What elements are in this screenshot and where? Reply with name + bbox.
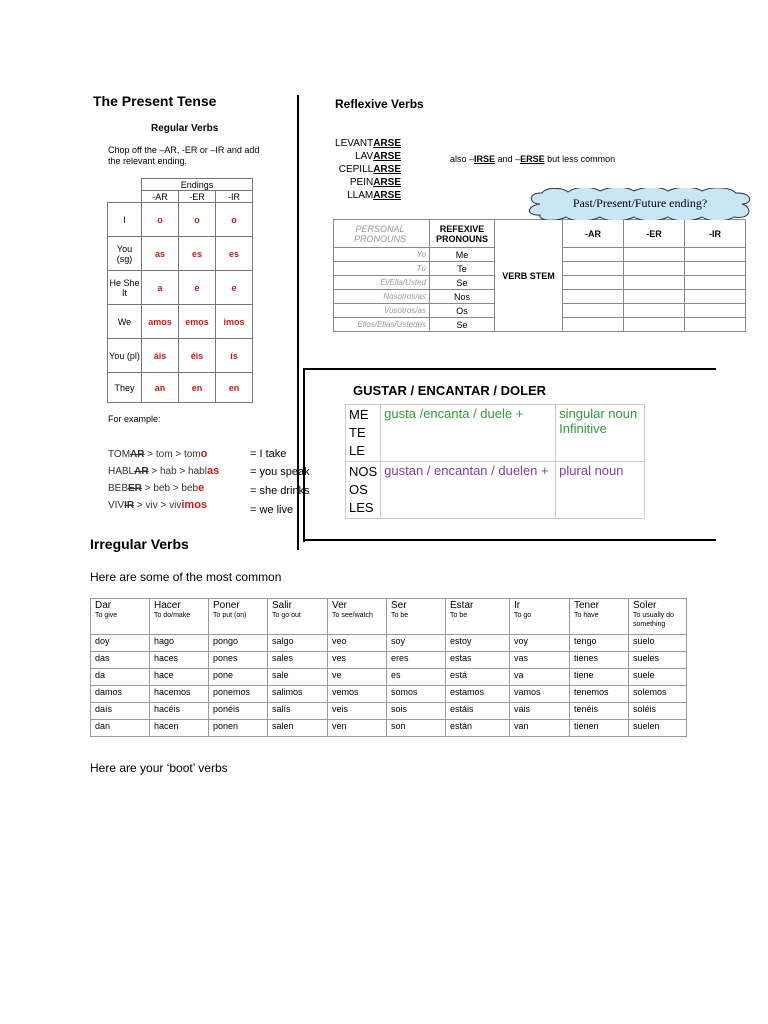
table-cell: salís: [268, 703, 328, 720]
verb-meaning: To put (on): [213, 612, 247, 619]
table-cell: estoy: [446, 635, 510, 652]
verb-meaning: To have: [574, 612, 599, 619]
ending-col-ar: -AR: [563, 220, 624, 248]
table-cell: hacemos: [150, 686, 209, 703]
verb-meaning: To usually do something: [633, 612, 674, 628]
ending-cell: o: [179, 203, 216, 237]
also-mid: and –: [495, 154, 521, 164]
table-cell: suelen: [629, 720, 687, 737]
endings-table: [107, 178, 253, 403]
reflexive-verb: [347, 190, 401, 201]
table-row: [91, 669, 687, 686]
ending-cell: a: [142, 271, 179, 305]
ending-col-ir: -IR: [685, 220, 746, 248]
reflexive-ending: ARSE: [373, 190, 401, 201]
singular-noun: singular noun: [559, 406, 638, 421]
table-cell: voy: [510, 635, 570, 652]
present-tense-title: The Present Tense: [93, 93, 217, 109]
table-cell: ves: [328, 652, 387, 669]
verb-infinitive: Salir: [272, 600, 293, 611]
verb-header: [209, 599, 268, 635]
example-verb-stem: HABL: [108, 466, 135, 477]
reflexive-ending: ARSE: [373, 164, 401, 175]
ending-cell: as: [142, 237, 179, 271]
pronoun-cell: You (pl): [108, 339, 142, 373]
table-cell: damos: [91, 686, 150, 703]
table-cell: sale: [268, 669, 328, 686]
table-cell: salimos: [268, 686, 328, 703]
blank-cell: [685, 318, 746, 332]
endings-col-ar: -AR: [142, 191, 179, 203]
verb-meaning: To go out: [272, 612, 301, 619]
verb-header: [446, 599, 510, 635]
table-cell: ve: [328, 669, 387, 686]
table-cell: vais: [510, 703, 570, 720]
for-example-label: For example:: [108, 414, 161, 424]
verb-infinitive: Hacer: [154, 600, 181, 611]
table-cell: soléis: [629, 703, 687, 720]
reflexive-ending: ARSE: [373, 138, 401, 149]
ending-cell: éis: [179, 339, 216, 373]
table-cell: estas: [446, 652, 510, 669]
example-verb-stem: VIV: [108, 500, 125, 511]
pronoun-me: ME: [349, 407, 369, 422]
example-meaning: = you speak: [250, 466, 310, 478]
table-cell: da: [91, 669, 150, 686]
table-cell: hace: [150, 669, 209, 686]
table-cell: vemos: [328, 686, 387, 703]
verb-meaning: To see/watch: [332, 612, 373, 619]
example-row: [108, 499, 207, 511]
pronoun-nos: NOS: [349, 464, 378, 479]
reflexive-verb: [350, 177, 401, 188]
reflexive-pronoun: Me: [430, 248, 495, 262]
verb-infinitive: Estar: [450, 600, 474, 611]
ending-cell: es: [216, 237, 253, 271]
reflexive-stem: LEVANT: [335, 138, 374, 149]
reflexive-verbs-title: Reflexive Verbs: [335, 97, 424, 111]
verb-infinitive: Tener: [574, 600, 600, 611]
ending-cell: emos: [179, 305, 216, 339]
also-irse-erse-note: [450, 154, 615, 164]
reflexive-stem: CEPILL: [338, 164, 374, 175]
endings-col-er: -ER: [179, 191, 216, 203]
table-cell: tienes: [570, 652, 629, 669]
verb-infinitive: Ver: [332, 600, 348, 611]
table-cell: estamos: [446, 686, 510, 703]
also-pre: also –: [450, 154, 475, 164]
ending-cell: e: [216, 271, 253, 305]
blank-cell: [563, 276, 624, 290]
table-cell: sales: [268, 652, 328, 669]
verb-header: [268, 599, 328, 635]
endings-header: Endings: [142, 179, 253, 191]
personal-pronoun: Él/Ella/Usted: [334, 276, 430, 290]
reflexive-verb: [355, 151, 401, 162]
reflexive-verb: [339, 164, 401, 175]
table-cell: das: [91, 652, 150, 669]
vertical-divider-right: [303, 370, 305, 542]
table-cell: va: [510, 669, 570, 686]
table-cell: ponéis: [209, 703, 268, 720]
example-steps: > viv > viv: [134, 500, 182, 511]
table-cell: veo: [328, 635, 387, 652]
example-new-ending: e: [198, 482, 205, 494]
table-cell: daís: [91, 703, 150, 720]
ending-col-er: -ER: [624, 220, 685, 248]
blank-cell: [624, 318, 685, 332]
blank-cell: [685, 276, 746, 290]
cloud-question: Past/Present/Future ending?: [572, 196, 708, 210]
irregular-verbs-table: [90, 598, 687, 737]
chop-instructions: Chop off the –AR, -ER or –IR and add the relevant ending.: [108, 145, 260, 166]
table-cell: somos: [387, 686, 446, 703]
table-cell: tenéis: [570, 703, 629, 720]
reflexive-stem: LLAM: [347, 190, 374, 201]
verb-header: [328, 599, 387, 635]
blank-cell: [563, 318, 624, 332]
table-cell: salen: [268, 720, 328, 737]
table-cell: pone: [209, 669, 268, 686]
example-steps: > hab > habl: [148, 466, 207, 477]
example-meaning: = she drinks: [250, 485, 310, 497]
table-cell: suelo: [629, 635, 687, 652]
blank-cell: [624, 304, 685, 318]
reflexive-pronoun: Os: [430, 304, 495, 318]
verb-infinitive: Ir: [514, 600, 521, 611]
table-cell: hacéis: [150, 703, 209, 720]
singular-pronouns-cell: [346, 405, 381, 462]
table-row: [91, 720, 687, 737]
table-cell: pongo: [209, 635, 268, 652]
example-new-ending: as: [206, 465, 220, 477]
example-verb-stem: TOM: [108, 449, 131, 460]
verb-stem-cell: VERB STEM: [495, 220, 563, 332]
example-verb-ending: IR: [124, 500, 135, 511]
table-cell: tengo: [570, 635, 629, 652]
example-verb-ending: ER: [128, 483, 142, 494]
ending-cell: en: [179, 373, 216, 403]
example-verb-stem: BEB: [108, 483, 129, 494]
plural-pronouns-cell: [346, 462, 381, 519]
verb-meaning: To go: [514, 612, 532, 619]
table-cell: son: [387, 720, 446, 737]
table-row: [91, 703, 687, 720]
personal-pronouns-header: PERSONAL PRONOUNS: [334, 220, 430, 248]
reflexive-pronoun: Te: [430, 262, 495, 276]
table-cell: ponemos: [209, 686, 268, 703]
vertical-divider-left: [297, 95, 299, 550]
reflexive-ending: ARSE: [373, 177, 401, 188]
example-new-ending: imos: [181, 499, 208, 511]
verb-header: [510, 599, 570, 635]
blank-cell: [563, 262, 624, 276]
reflexive-stem: PEIN: [349, 177, 374, 188]
table-row: [91, 635, 687, 652]
pronoun-te: TE: [349, 425, 366, 440]
table-cell: vas: [510, 652, 570, 669]
reflexive-pronoun: Se: [430, 318, 495, 332]
gustar-table: [345, 404, 645, 519]
table-cell: van: [510, 720, 570, 737]
personal-pronoun: Vosotros/as: [334, 304, 430, 318]
pronoun-cell: We: [108, 305, 142, 339]
blank-cell: [624, 248, 685, 262]
blank-cell: [685, 262, 746, 276]
table-cell: tiene: [570, 669, 629, 686]
table-cell: estáis: [446, 703, 510, 720]
example-row: [108, 482, 204, 494]
verb-meaning: To give: [95, 612, 118, 619]
singular-verbs-cell: gusta /encanta / duele +: [381, 405, 556, 462]
example-row: [108, 465, 219, 477]
singular-noun-cell: [556, 405, 645, 462]
personal-pronoun: Ellos/Ellas/Ustedes: [334, 318, 430, 332]
ending-cell: an: [142, 373, 179, 403]
pronoun-le: LE: [349, 443, 365, 458]
table-cell: vamos: [510, 686, 570, 703]
irregular-verbs-title: Irregular Verbs: [90, 536, 189, 552]
table-cell: tenemos: [570, 686, 629, 703]
pronoun-les: LES: [349, 500, 374, 515]
table-cell: están: [446, 720, 510, 737]
table-cell: está: [446, 669, 510, 686]
blank-cell: [563, 248, 624, 262]
plural-verbs-cell: gustan / encantan / duelen +: [381, 462, 556, 519]
example-steps: > beb > beb: [141, 483, 199, 494]
table-cell: salgo: [268, 635, 328, 652]
pronoun-cell: He She It: [108, 271, 142, 305]
regular-verbs-subtitle: Regular Verbs: [151, 123, 219, 134]
verb-header: [570, 599, 629, 635]
reflexive-pronoun: Se: [430, 276, 495, 290]
ending-cell: imos: [216, 305, 253, 339]
ending-cell: ís: [216, 339, 253, 373]
blank-cell: [685, 290, 746, 304]
table-cell: solemos: [629, 686, 687, 703]
also-irse: IRSE: [474, 154, 496, 164]
most-common-label: Here are some of the most common: [90, 570, 282, 584]
horizontal-divider-bottom: [303, 539, 716, 541]
table-row: [91, 686, 687, 703]
ending-cell: áis: [142, 339, 179, 373]
plural-noun-cell: plural noun: [556, 462, 645, 519]
blank-cell: [624, 262, 685, 276]
ending-cell: o: [216, 203, 253, 237]
pronoun-cell: I: [108, 203, 142, 237]
reflexive-stem: LAV: [355, 151, 374, 162]
table-cell: tienen: [570, 720, 629, 737]
example-row: [108, 448, 207, 460]
table-cell: soy: [387, 635, 446, 652]
pronoun-cell: You (sg): [108, 237, 142, 271]
blank-cell: [685, 304, 746, 318]
table-row: [91, 652, 687, 669]
table-cell: sois: [387, 703, 446, 720]
personal-pronoun: Tú: [334, 262, 430, 276]
personal-pronoun: Nosotros/as: [334, 290, 430, 304]
reflexive-pronouns-header: REFEXIVE PRONOUNS: [430, 220, 495, 248]
blank-cell: [624, 290, 685, 304]
verb-header: [629, 599, 687, 635]
ending-cell: o: [142, 203, 179, 237]
blank-cell: [624, 276, 685, 290]
reflexive-ending: ARSE: [373, 151, 401, 162]
also-post: but less common: [544, 154, 616, 164]
blank-cell: [563, 304, 624, 318]
verb-header: [387, 599, 446, 635]
verb-header: [91, 599, 150, 635]
reflexive-table: [333, 219, 746, 332]
verb-header: [150, 599, 209, 635]
pronoun-os: OS: [349, 482, 368, 497]
table-cell: haces: [150, 652, 209, 669]
endings-col-ir: -IR: [216, 191, 253, 203]
blank-cell: [685, 248, 746, 262]
table-cell: hago: [150, 635, 209, 652]
ending-cell: e: [179, 271, 216, 305]
ending-cell: en: [216, 373, 253, 403]
boot-verbs-label: Here are your ‘boot’ verbs: [90, 761, 228, 775]
example-meaning: = I take: [250, 448, 287, 460]
gustar-title: GUSTAR / ENCANTAR / DOLER: [353, 383, 547, 398]
verb-meaning: To do/make: [154, 612, 191, 619]
verb-infinitive: Dar: [95, 600, 112, 611]
table-cell: hacen: [150, 720, 209, 737]
table-cell: eres: [387, 652, 446, 669]
verb-meaning: To be: [450, 612, 468, 619]
table-cell: pones: [209, 652, 268, 669]
example-new-ending: o: [200, 448, 208, 460]
verb-infinitive: Soler: [633, 600, 657, 611]
table-cell: suele: [629, 669, 687, 686]
table-cell: ponen: [209, 720, 268, 737]
personal-pronoun: Yo: [334, 248, 430, 262]
ending-cell: amos: [142, 305, 179, 339]
infinitive: Infinitive: [559, 421, 607, 436]
example-meaning: = we live: [250, 504, 294, 516]
verb-infinitive: Ser: [391, 600, 407, 611]
ending-cell: es: [179, 237, 216, 271]
also-erse: ERSE: [520, 154, 545, 164]
table-cell: doy: [91, 635, 150, 652]
table-cell: dan: [91, 720, 150, 737]
reflexive-verb: [335, 138, 401, 149]
horizontal-divider-top: [303, 368, 716, 370]
table-cell: sueles: [629, 652, 687, 669]
table-cell: ven: [328, 720, 387, 737]
example-verb-ending: AR: [134, 466, 149, 477]
reflexive-pronoun: Nos: [430, 290, 495, 304]
verb-infinitive: Poner: [213, 600, 240, 611]
blank-cell: [563, 290, 624, 304]
table-cell: veis: [328, 703, 387, 720]
example-steps: > tom > tom: [144, 449, 201, 460]
verb-meaning: To be: [391, 612, 409, 619]
pronoun-cell: They: [108, 373, 142, 403]
example-verb-ending: AR: [130, 449, 145, 460]
table-cell: es: [387, 669, 446, 686]
